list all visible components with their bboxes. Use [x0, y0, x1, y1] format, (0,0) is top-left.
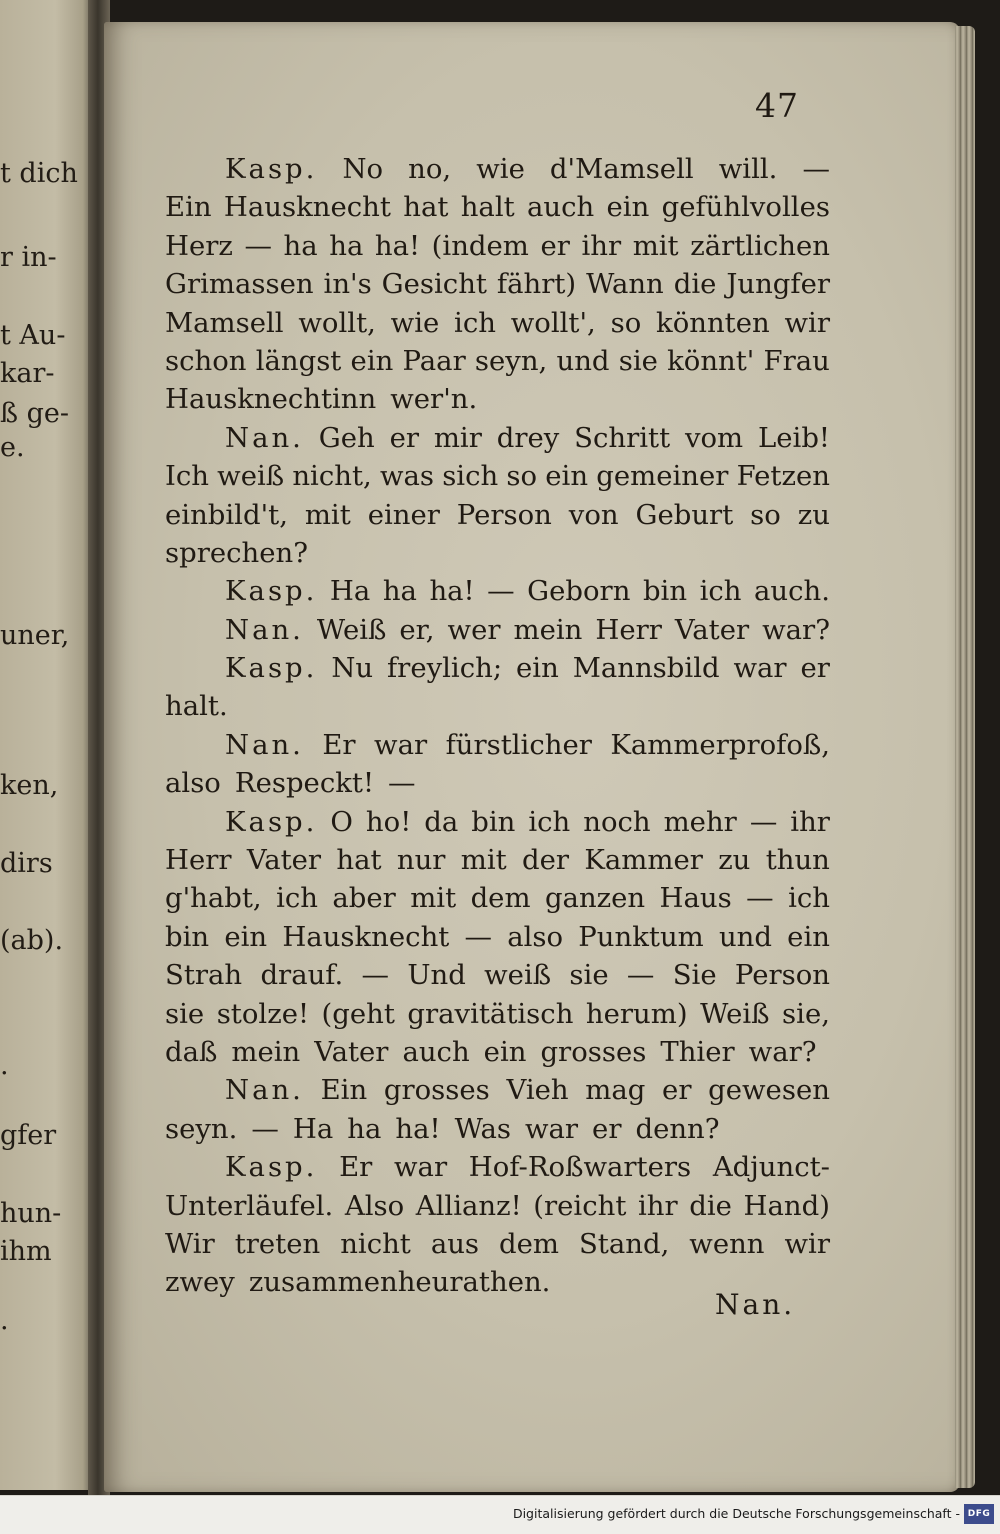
word: mit: [410, 882, 457, 915]
margin-fragment: ihm: [0, 1236, 52, 1267]
word: ein: [224, 920, 268, 953]
word: sprechen?: [165, 536, 308, 569]
text-line: [165, 1187, 830, 1225]
text-line: [165, 457, 830, 495]
word: Ein: [165, 191, 212, 224]
word: er: [662, 1074, 692, 1107]
word: Ha: [329, 575, 371, 608]
word: einbild't,: [165, 498, 288, 531]
word: Hof-Roßwarters: [468, 1151, 692, 1184]
word: aus: [430, 1227, 480, 1260]
word: Stand,: [578, 1227, 670, 1260]
page-number: 47: [755, 86, 799, 125]
viewer-footer: [0, 1495, 1000, 1534]
word: war: [394, 1151, 448, 1184]
word: grosses: [540, 1035, 647, 1068]
word: Ich: [165, 460, 209, 493]
word: no,: [408, 153, 452, 185]
margin-fragment: dirs: [0, 848, 53, 879]
word: Hand): [743, 1189, 830, 1222]
word: daß: [165, 1035, 218, 1068]
word: bin: [165, 920, 210, 953]
text-line: [165, 380, 830, 418]
speaker-label: Nan.: [225, 613, 304, 646]
word: ein: [483, 1035, 527, 1068]
word: nicht,: [292, 460, 372, 493]
word: Hausknecht: [282, 920, 450, 953]
word: ich: [528, 805, 571, 838]
word: Ein: [320, 1074, 368, 1107]
word: ha!: [374, 229, 421, 262]
catchword: Nan.: [715, 1288, 796, 1321]
word: also: [165, 767, 221, 800]
speaker-label: Nan.: [225, 728, 304, 761]
text-line: [165, 534, 830, 572]
word: sie: [618, 344, 658, 377]
word: Mamsell: [165, 306, 284, 339]
word: ha!: [429, 575, 475, 608]
word: Respeckt!: [234, 767, 374, 800]
word: könnt': [667, 344, 755, 377]
text-line: [165, 342, 830, 380]
text-line: [165, 841, 830, 879]
margin-fragment: uner,: [0, 620, 70, 651]
word: könnten: [656, 306, 770, 339]
word: Haus: [659, 882, 732, 915]
word: er: [592, 1112, 622, 1145]
word: sie,: [782, 997, 830, 1030]
word: ein: [606, 191, 650, 224]
word: er: [389, 421, 419, 454]
word: so: [750, 498, 781, 531]
word: gemeiner: [596, 460, 729, 493]
text-line: [165, 419, 830, 457]
word: schon: [165, 344, 247, 377]
word: die: [689, 1189, 732, 1222]
word: halt.: [165, 690, 228, 723]
dfg-logo: DFG: [964, 1504, 994, 1524]
word: von: [568, 498, 619, 531]
text-line: [165, 1110, 830, 1148]
word: vom: [684, 421, 744, 454]
word: mein: [231, 1035, 301, 1068]
word: Grimassen: [165, 268, 314, 301]
word: treten: [234, 1227, 321, 1260]
word: war: [374, 728, 428, 761]
word: sie: [165, 997, 205, 1030]
margin-fragment: gfer: [0, 1120, 57, 1151]
word: gefühlvolles: [661, 191, 830, 224]
word: ihr: [637, 1189, 678, 1222]
word: zusammenheurathen.: [248, 1266, 551, 1299]
word: fürstlicher: [445, 728, 592, 761]
margin-fragment: hun-: [0, 1198, 62, 1229]
word: Punktum: [578, 920, 704, 953]
margin-fragment: kar-: [0, 358, 55, 389]
word: ich: [788, 882, 830, 915]
word: einer: [367, 498, 440, 531]
text-line: [165, 1071, 830, 1109]
word: ha: [347, 1112, 382, 1145]
word: Vater: [314, 1035, 389, 1068]
word: war: [524, 1112, 579, 1145]
word: Nu: [331, 652, 374, 685]
speaker-label: Nan.: [225, 1074, 304, 1107]
word: wie: [476, 153, 525, 185]
word: Person: [456, 498, 552, 531]
word: sich: [442, 460, 499, 493]
word: Hausknechtinn: [165, 383, 377, 416]
word: Thier: [660, 1035, 735, 1068]
word: er: [540, 229, 570, 262]
word: Mannsbild: [572, 652, 720, 685]
word: war?: [748, 1035, 817, 1068]
speaker-label: Kasp.: [225, 575, 318, 608]
word: hat: [403, 191, 449, 224]
word: wir: [784, 1227, 830, 1260]
word: bin: [471, 805, 516, 838]
word: Kammerprofoß,: [610, 728, 830, 761]
text-line: [165, 956, 830, 994]
word: drauf.: [260, 959, 344, 992]
margin-fragment: t Au-: [0, 320, 66, 351]
word: Schritt: [574, 421, 671, 454]
word: längst: [255, 344, 342, 377]
word: so: [610, 306, 642, 339]
word: Herr: [595, 613, 662, 646]
word: Jungfer: [726, 268, 830, 301]
word: wir: [784, 306, 830, 339]
word: auch.: [754, 575, 830, 608]
word: ein: [545, 460, 589, 493]
page-text-block: [165, 150, 830, 1302]
word: Geburt: [635, 498, 734, 531]
word: was: [379, 460, 434, 493]
word: Wir: [165, 1227, 215, 1260]
word: zwey: [165, 1266, 235, 1299]
word: Gesicht: [381, 268, 487, 301]
word: —: [244, 229, 272, 262]
word: ihr: [581, 229, 622, 262]
word: Und: [407, 959, 466, 992]
word: —: [802, 153, 830, 185]
text-line: [165, 496, 830, 534]
word: auch: [526, 191, 595, 224]
word: Sie: [672, 959, 717, 992]
word: noch: [583, 805, 651, 838]
word: er,: [399, 613, 435, 646]
text-line: [165, 1225, 830, 1263]
text-line: [165, 572, 830, 610]
text-line: [165, 879, 830, 917]
word: Er: [322, 728, 356, 761]
word: gewesen: [708, 1074, 830, 1107]
word: No: [342, 153, 384, 185]
word: ha!: [395, 1112, 441, 1145]
speaker-label: Kasp.: [225, 805, 318, 838]
word: Paar: [402, 344, 466, 377]
word: Strah: [165, 959, 243, 992]
word: —: [251, 1112, 279, 1145]
word: drey: [496, 421, 560, 454]
word: Geh: [318, 421, 375, 454]
margin-fragment: e.: [0, 432, 25, 463]
word: Geborn: [527, 575, 631, 608]
text-line: [165, 649, 830, 687]
word: mein: [513, 613, 583, 646]
word: O: [330, 805, 353, 838]
margin-fragment: t dich: [0, 158, 78, 189]
word: zu: [718, 844, 751, 877]
page-stack-edge: [955, 26, 975, 1488]
margin-fragment: r in-: [0, 242, 57, 273]
word: wie: [390, 306, 440, 339]
text-line: [165, 918, 830, 956]
word: dem: [499, 1227, 559, 1260]
word: ein: [350, 344, 394, 377]
word: hat: [336, 844, 382, 877]
margin-fragment: (ab).: [0, 925, 64, 956]
word: nur: [396, 844, 446, 877]
text-line: [165, 227, 830, 265]
word: thun: [765, 844, 830, 877]
word: Herz: [165, 229, 233, 262]
word: Adjunct-: [712, 1151, 830, 1184]
word: Kammer: [584, 844, 703, 877]
word: ein: [516, 652, 559, 685]
text-line: [165, 687, 830, 725]
word: Vieh: [506, 1074, 569, 1107]
word: in's: [323, 268, 372, 301]
word: mit: [632, 229, 679, 262]
text-line: [165, 764, 830, 802]
word: halt: [460, 191, 515, 224]
word: Allianz!: [415, 1189, 522, 1222]
word: Was: [454, 1112, 511, 1145]
word: —: [746, 882, 774, 915]
word: seyn,: [474, 344, 548, 377]
word: wollt',: [510, 306, 596, 339]
word: ha: [283, 229, 318, 262]
word: weiß: [217, 460, 285, 493]
word: dem: [470, 882, 531, 915]
word: war?: [762, 613, 830, 646]
word: denn?: [635, 1112, 720, 1145]
word: wollt,: [298, 306, 376, 339]
word: und: [718, 920, 772, 953]
word: der: [522, 844, 570, 877]
text-line: [165, 726, 830, 764]
word: mir: [433, 421, 482, 454]
word: mit: [460, 844, 507, 877]
text-line: [165, 265, 830, 303]
word: freylich;: [387, 652, 503, 685]
word: mehr: [663, 805, 737, 838]
word: herum): [585, 997, 688, 1030]
text-line: [165, 995, 830, 1033]
word: (geht: [321, 997, 395, 1030]
word: Vater: [674, 613, 750, 646]
word: —: [388, 767, 416, 800]
word: grosses: [383, 1074, 490, 1107]
word: ich: [699, 575, 742, 608]
text-line: [165, 803, 830, 841]
word: zu: [797, 498, 830, 531]
word: Fetzen: [736, 460, 830, 493]
word: —: [626, 959, 655, 992]
word: war: [733, 652, 787, 685]
word: Also: [344, 1189, 405, 1222]
word: ha: [382, 575, 417, 608]
word: Leib!: [757, 421, 830, 454]
word: da: [424, 805, 459, 838]
word: Herr: [165, 844, 232, 877]
word: mag: [585, 1074, 646, 1107]
word: ihr: [790, 805, 830, 838]
speaker-label: Kasp.: [225, 153, 318, 185]
speaker-label: Kasp.: [225, 1151, 318, 1184]
word: er: [800, 652, 830, 685]
word: mit: [304, 498, 351, 531]
word: die: [673, 268, 717, 301]
word: so: [506, 460, 538, 493]
word: ich: [276, 882, 318, 915]
word: —: [749, 805, 778, 838]
word: (indem: [431, 229, 529, 262]
margin-fragment: ken,: [0, 770, 59, 801]
margin-fragment: .: [0, 1305, 9, 1336]
word: aber: [332, 882, 396, 915]
word: wenn: [689, 1227, 765, 1260]
word: bin: [642, 575, 688, 608]
margin-fragment: ß ge-: [0, 398, 70, 429]
margin-fragment: .: [0, 1050, 9, 1081]
text-line: [165, 150, 830, 188]
word: will.: [718, 153, 778, 185]
word: Vater: [246, 844, 322, 877]
word: stolze!: [216, 997, 310, 1030]
text-line: [165, 1033, 830, 1071]
text-line: [165, 188, 830, 226]
word: sie: [569, 959, 609, 992]
word: wer: [447, 613, 501, 646]
word: wer'n.: [390, 383, 478, 416]
word: Wann: [586, 268, 664, 301]
word: ho!: [365, 805, 412, 838]
word: also: [507, 920, 564, 953]
word: Weiß: [700, 997, 770, 1030]
word: Person: [734, 959, 830, 992]
word: —: [487, 575, 515, 608]
text-line: [165, 1148, 830, 1186]
word: Weiß: [316, 613, 387, 646]
word: seyn.: [165, 1112, 238, 1145]
word: —: [464, 920, 493, 953]
word: ein: [787, 920, 830, 953]
word: ha: [329, 229, 364, 262]
word: Unterläufel.: [165, 1189, 334, 1222]
word: Frau: [763, 344, 830, 377]
word: nicht: [340, 1227, 411, 1260]
word: gravitätisch: [407, 997, 574, 1030]
funding-credit: Digitalisierung gefördert durch die Deutsche Forschungsgemeinschaft -: [512, 1506, 960, 1521]
word: zärtlichen: [690, 229, 830, 262]
word: d'Mamsell: [549, 153, 694, 185]
word: Ha: [292, 1112, 334, 1145]
word: (reicht: [533, 1189, 627, 1222]
word: —: [361, 959, 390, 992]
word: g'habt,: [165, 882, 262, 915]
speaker-label: Nan.: [225, 421, 304, 454]
word: ich: [454, 306, 496, 339]
word: auch: [402, 1035, 470, 1068]
word: und: [556, 344, 610, 377]
word: ganzen: [544, 882, 646, 915]
speaker-label: Kasp.: [225, 652, 318, 685]
text-line: [165, 304, 830, 342]
text-line: [165, 611, 830, 649]
word: Er: [339, 1151, 373, 1184]
word: weiß: [484, 959, 552, 992]
word: Hausknecht: [223, 191, 391, 224]
word: fährt): [496, 268, 577, 301]
